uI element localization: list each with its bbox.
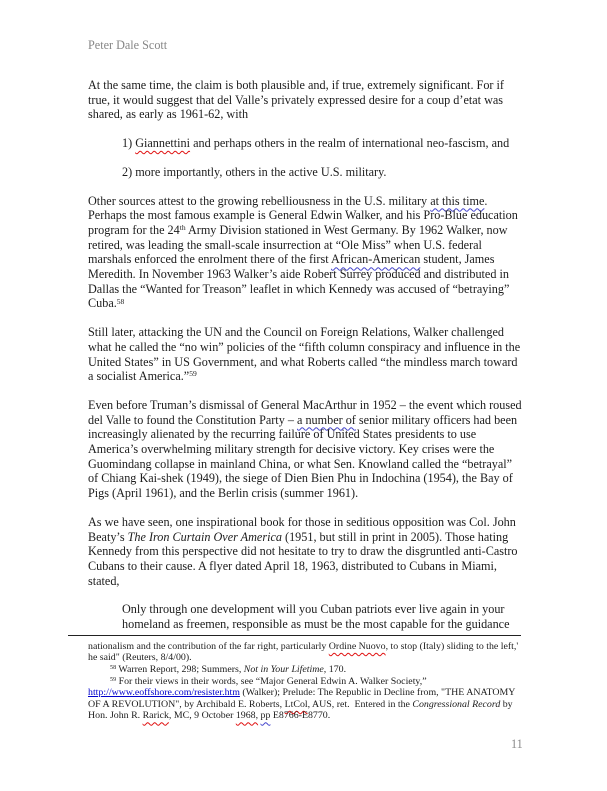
text-run: Only through one development will you Cuban patriots ever live again in your homeland as freemen, responsible as must be the most capable for the guidance (122, 602, 510, 632)
footnote-reference: 59 (110, 676, 117, 683)
text-run: 170. (326, 663, 347, 675)
footnotes-section (88, 635, 524, 722)
text-run: nationalism and the contribution of the far right, particularly (88, 640, 329, 652)
block-quote (122, 602, 524, 631)
text-run: , AUS, ret. Entered in the (307, 698, 413, 710)
italic-text: Congressional Record (412, 698, 501, 710)
page-header-author: Peter Dale Scott (88, 38, 168, 52)
list-item (122, 165, 524, 180)
footnotes (88, 641, 524, 722)
text-run: Even before Truman’s dismissal of General MacArthur in 1952 – the event which roused del Valle to found the Constitution Party – (88, 397, 522, 427)
text-run: 2) more importantly, others in the active U.S. military. (122, 164, 387, 179)
footnote (88, 676, 524, 722)
grammar-flagged-text: African-American (330, 252, 421, 267)
grammar-flagged-text: a number of (296, 412, 356, 427)
text-run: Still later, attacking the UN and the Council on Foreign Relations, Walker challenged what he called the “no win” policies of the “fifth column conspiracy and influence in the United States” in US Government, and what Roberts called “the mindless march toward a socialist America.” (88, 325, 521, 384)
text-run: As we have seen, one inspirational book for those in seditious opposition was Col. John Beaty’s (88, 514, 516, 544)
document-body (88, 78, 524, 632)
footnote-continuation (88, 641, 524, 664)
list-item (122, 136, 524, 151)
grammar-flagged-text: pp (260, 710, 271, 722)
text-run: and perhaps others in the realm of international neo-fascism, and (190, 136, 510, 151)
text-run: E8766-E8770. (270, 710, 331, 722)
text-run: Other sources attest to the growing rebelliousness in the U.S. military (88, 193, 431, 208)
text-run: For their views in their words, see “Major General Edwin A. Walker Society,” (116, 675, 430, 687)
text-run: . Perhaps the most famous example is General Edwin Walker, and his Pro-Blue education program for the 24 (88, 193, 518, 237)
text-run: (Walker); Prelude: The Republic in Decline from, "THE ANATOMY OF A REVOLUTION", by Archibald E. Roberts, (88, 687, 518, 710)
text-column (88, 38, 524, 722)
footnote-reference: 58 (116, 296, 125, 306)
text-run: senior military officers had been increasingly alienated by the recurring failure of United States presidents to use America’s overwhelming military strength for decisive victory. Key crises were the Guomindang collapse in mainland China, or what Sen. Knowland called the “betrayal” of Chiang Kai-shek (1949), the siege of Dien Bien Phu in Indochina (1954), the Bay of Pigs (April 1961), and the Berlin crisis (summer 1961). (88, 412, 518, 501)
paragraph (88, 515, 524, 589)
footnote-reference: 58 (110, 664, 117, 671)
spellcheck-flagged-text: LtCol (284, 698, 308, 710)
text-run: (1951, but still in print in 2005). Those hating Kennedy from this perspective did not hesitate to try to draw the disgruntled anti-Castro Cubans to their cause. A flyer dated April 18, 1963, distributed to Cubans in Miami, stated, (88, 529, 518, 588)
hyperlink[interactable]: http://www.eoffshore.com/resister.htm (88, 687, 240, 699)
footnote (88, 664, 524, 676)
text-run: At the same time, the claim is both plausible and, if true, extremely significant. For if true, it would suggest that del Valle’s privately expressed desire for a coup d’etat was shared, as early as 1961-62, with (88, 78, 504, 122)
paragraph (88, 78, 524, 122)
footnote-reference: 59 (189, 369, 197, 379)
paragraph (88, 398, 524, 501)
spellcheck-flagged-text: Giannettini (135, 136, 191, 151)
text-run: by Hon. John R. (88, 698, 516, 722)
spellcheck-flagged-text: Rarick (142, 710, 169, 722)
footnote-separator (68, 635, 521, 636)
page-number: 11 (511, 737, 523, 751)
text-run: , to stop (Italy) sliding to the left,' he said" (Reuters, 8/4/00). (88, 640, 521, 664)
text-run: 1) (122, 136, 136, 151)
spellcheck-flagged-text: Ordine Nuovo (328, 640, 386, 652)
text-run: Warren Report, 298; Summers, (116, 663, 244, 675)
grammar-flagged-text: at this time (430, 193, 485, 208)
paragraph (88, 194, 524, 312)
spellcheck-flagged-text: 1968, (235, 710, 259, 722)
paragraph (88, 325, 524, 384)
italic-text: The Iron Curtain Over America (127, 529, 282, 544)
italic-text: Not in Your Lifetime, (243, 663, 327, 675)
text-run: student, James Meredith. In November 1963 Walker’s aide Robert Surrey produced and distributed in Dallas the “Wanted for Treason” leaflet in which Kennedy was accused of “betraying” Cuba. (88, 252, 510, 311)
text-run: , MC, 9 October (168, 710, 236, 722)
text-run: Army Division stationed in West Germany. By 1962 Walker, now retired, was leading the small-scale insurrection at “Ole Miss” when U.S. federal marshals enforced the enrolment there of the first (88, 222, 508, 267)
footnote-reference: th (179, 223, 186, 233)
